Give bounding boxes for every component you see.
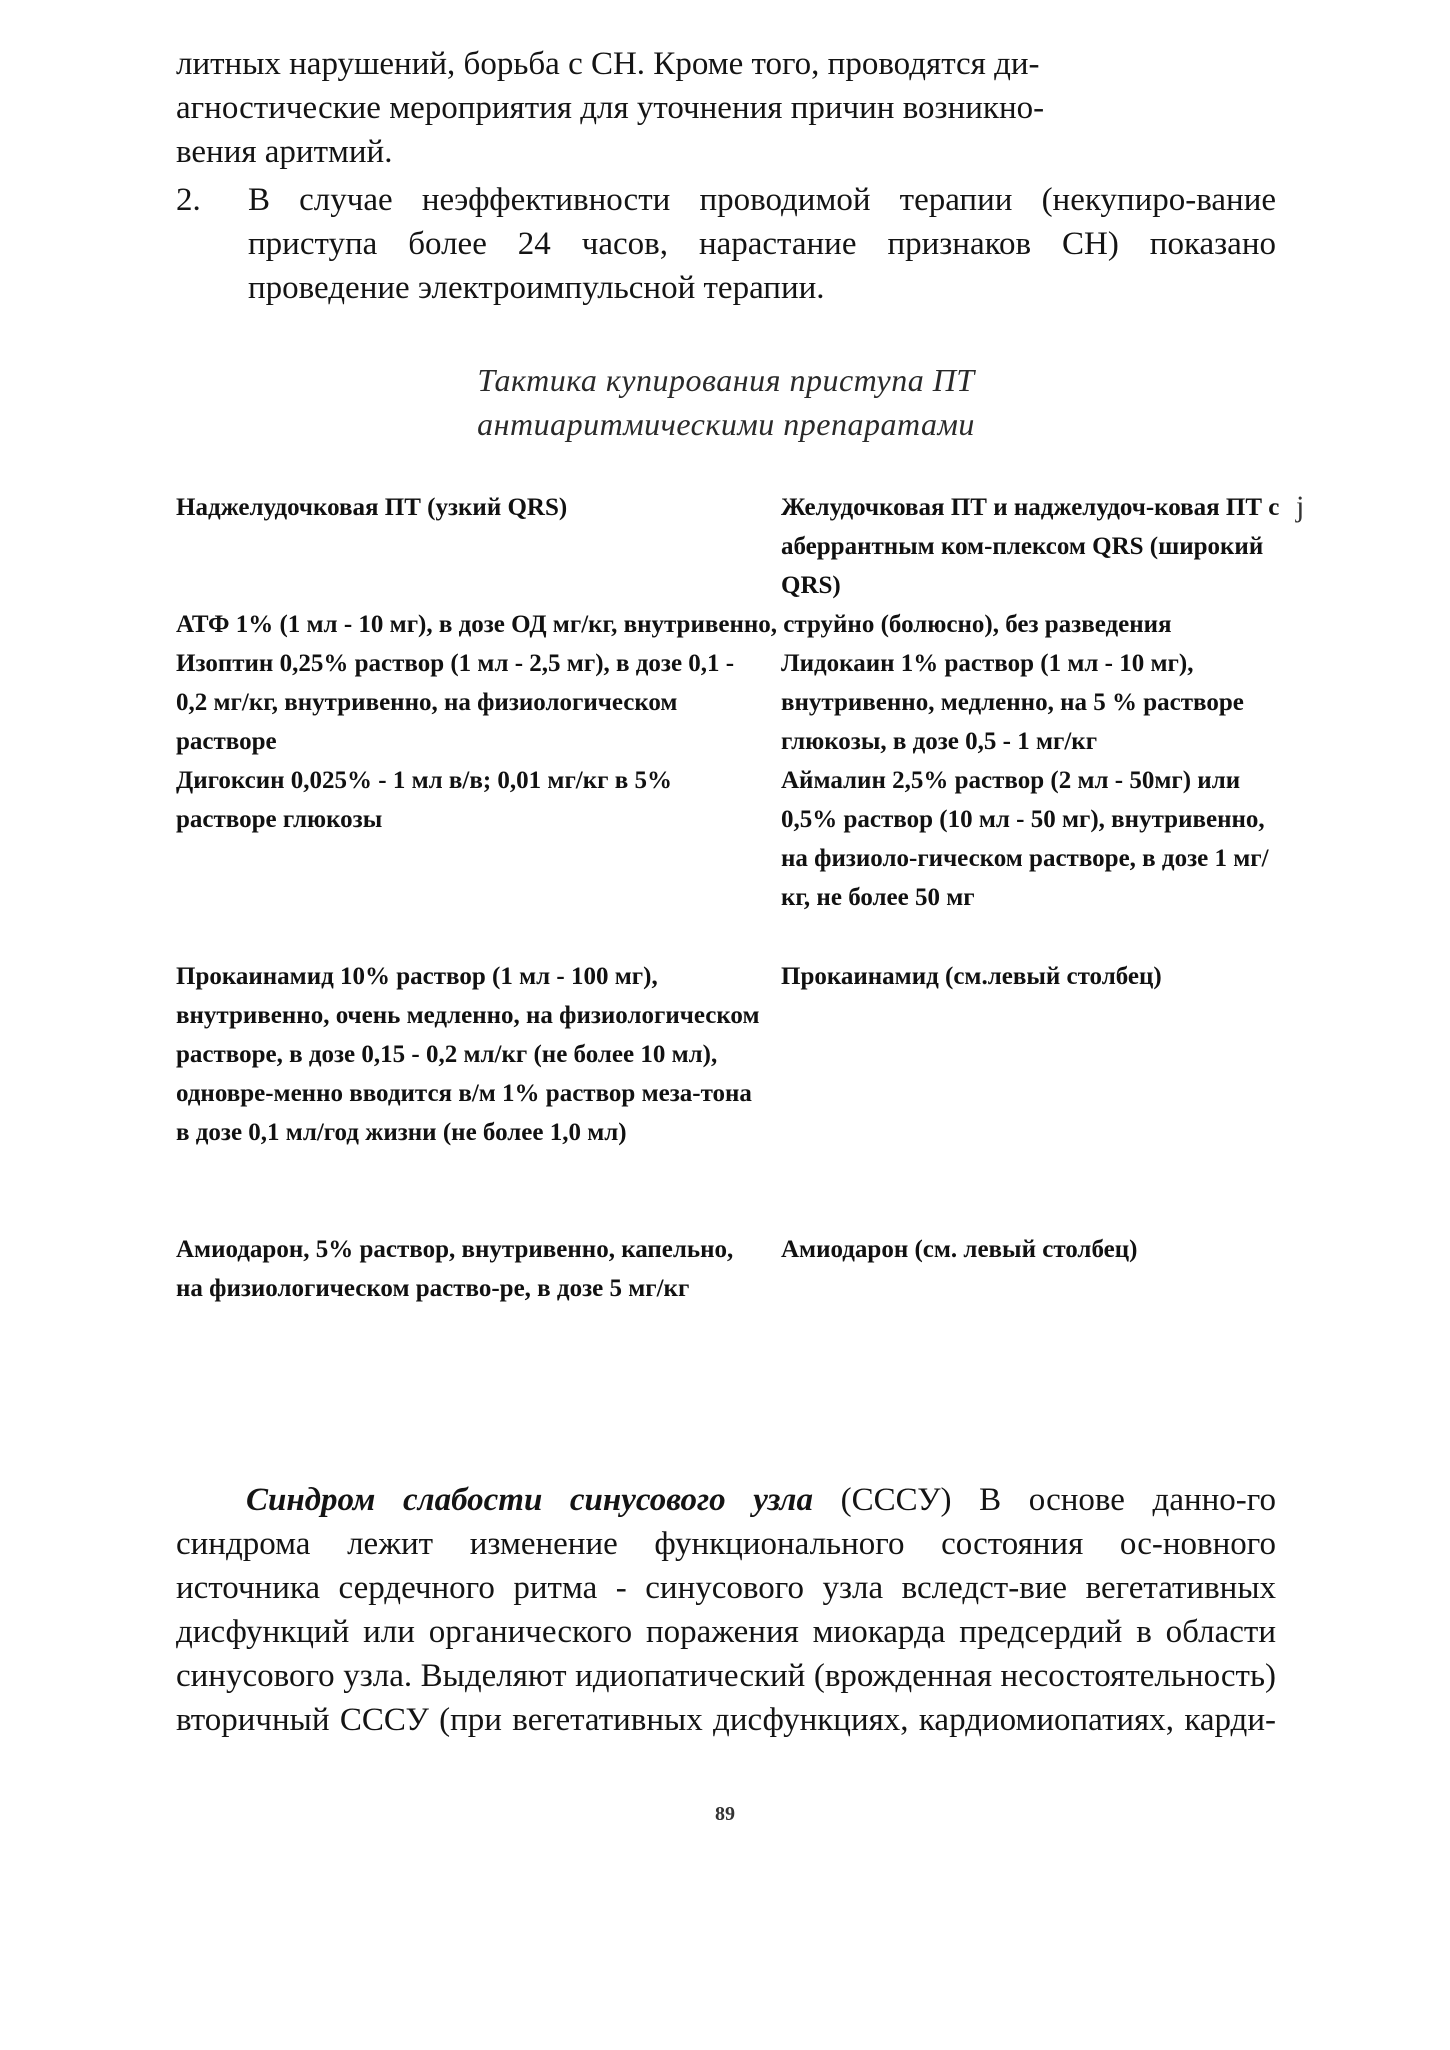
item-text: В случае неэффективности проводимой терапии (некупиро-вание приступа более 24 часов, нарастание признаков СН) показано проведение электроимпульсной терапии. <box>248 182 1276 306</box>
item-number: 2. <box>176 182 201 218</box>
table-row-1 <box>176 605 1281 644</box>
row1-full: АТФ 1% (1 мл - 10 мг), в дозе ОД мг/кг, внутривенно, струйно (болюсно), без разведения <box>176 611 1172 638</box>
row3-right: Аймалин 2,5% раствор (2 мл - 50мг) или 0,5% раствор (10 мл - 50 мг), внутривенно, на физиоло-гическом растворе, в дозе 1 мг/кг, не более 50 мг <box>781 767 1269 911</box>
defined-term: Синдром слабости синусового узла <box>246 1482 813 1518</box>
caption-line-2: антиаритмическими препаратами <box>477 406 975 442</box>
paragraph-body: (СССУ) В основе данно-го синдрома лежит изменение функционального состояния ос-новного источника сердечного ритма - синусового узла вследст-вие вегетативных дисфункций или органического поражения миокарда предсердий в области синусового узла. Выделяют идиопатический (врожденная несостоятельность) вторичный СССУ (при вегетативных дисфункциях, кардиомиопатиях, карди- <box>176 1482 1277 1738</box>
table-header-row <box>176 488 1281 605</box>
table-row-5 <box>176 1230 1281 1308</box>
row4-right: Прокаинамид (см.левый столбец) <box>781 963 1162 990</box>
row5-right: Амиодарон (см. левый столбец) <box>781 1236 1138 1263</box>
table-row-4 <box>176 957 1281 1230</box>
drug-table <box>176 488 1281 1308</box>
numbered-item-2 <box>176 178 1276 310</box>
paragraph-line-1: литных нарушений, борьба с СН. Кроме того, проводятся ди- <box>176 46 1040 82</box>
stray-mark: j <box>1296 490 1305 523</box>
body-paragraph-text <box>176 1478 1276 1742</box>
row5-left: Амиодарон, 5% раствор, внутривенно, капельно, на физиологическом раство-ре, в дозе 5 мг/кг <box>176 1236 734 1302</box>
paragraph-line-3: вения аритмий. <box>176 134 393 170</box>
page-number: 89 <box>715 1803 735 1825</box>
row4-left: Прокаинамид 10% раствор (1 мл - 100 мг), внутривенно, очень медленно, на физиологическом растворе, в дозе 0,15 - 0,2 мл/кг (не более 10 мл), одновре-менно вводится в/м 1% раствор меза-тона в дозе 0,1 мл/год жизни (не более 1,0 мл) <box>176 963 760 1146</box>
continued-paragraph <box>176 42 1276 174</box>
row3-left: Дигоксин 0,025% - 1 мл в/в; 0,01 мг/кг в 5% растворе глюкозы <box>176 767 673 833</box>
paragraph-line-2: агностические мероприятия для уточнения причин возникно- <box>176 90 1045 126</box>
caption-line-1: Тактика купирования приступа ПТ <box>477 362 975 398</box>
row2-left: Изоптин 0,25% раствор (1 мл - 2,5 мг), в дозе 0,1 - 0,2 мг/кг, внутривенно, на физиологическом растворе <box>176 650 735 755</box>
table-row-3 <box>176 761 1281 957</box>
header-right: Желудочковая ПТ и наджелудоч-ковая ПТ с аберрантным ком-плексом QRS (широкий QRS) <box>781 494 1280 599</box>
header-left: Наджелудочковая ПТ (узкий QRS) <box>176 494 568 521</box>
body-paragraph <box>176 1478 1276 1742</box>
row2-right: Лидокаин 1% раствор (1 мл - 10 мг), внутривенно, медленно, на 5 % растворе глюкозы, в дозе 0,5 - 1 мг/кг <box>781 650 1244 755</box>
table-row-2 <box>176 644 1281 761</box>
table-caption <box>176 358 1276 446</box>
